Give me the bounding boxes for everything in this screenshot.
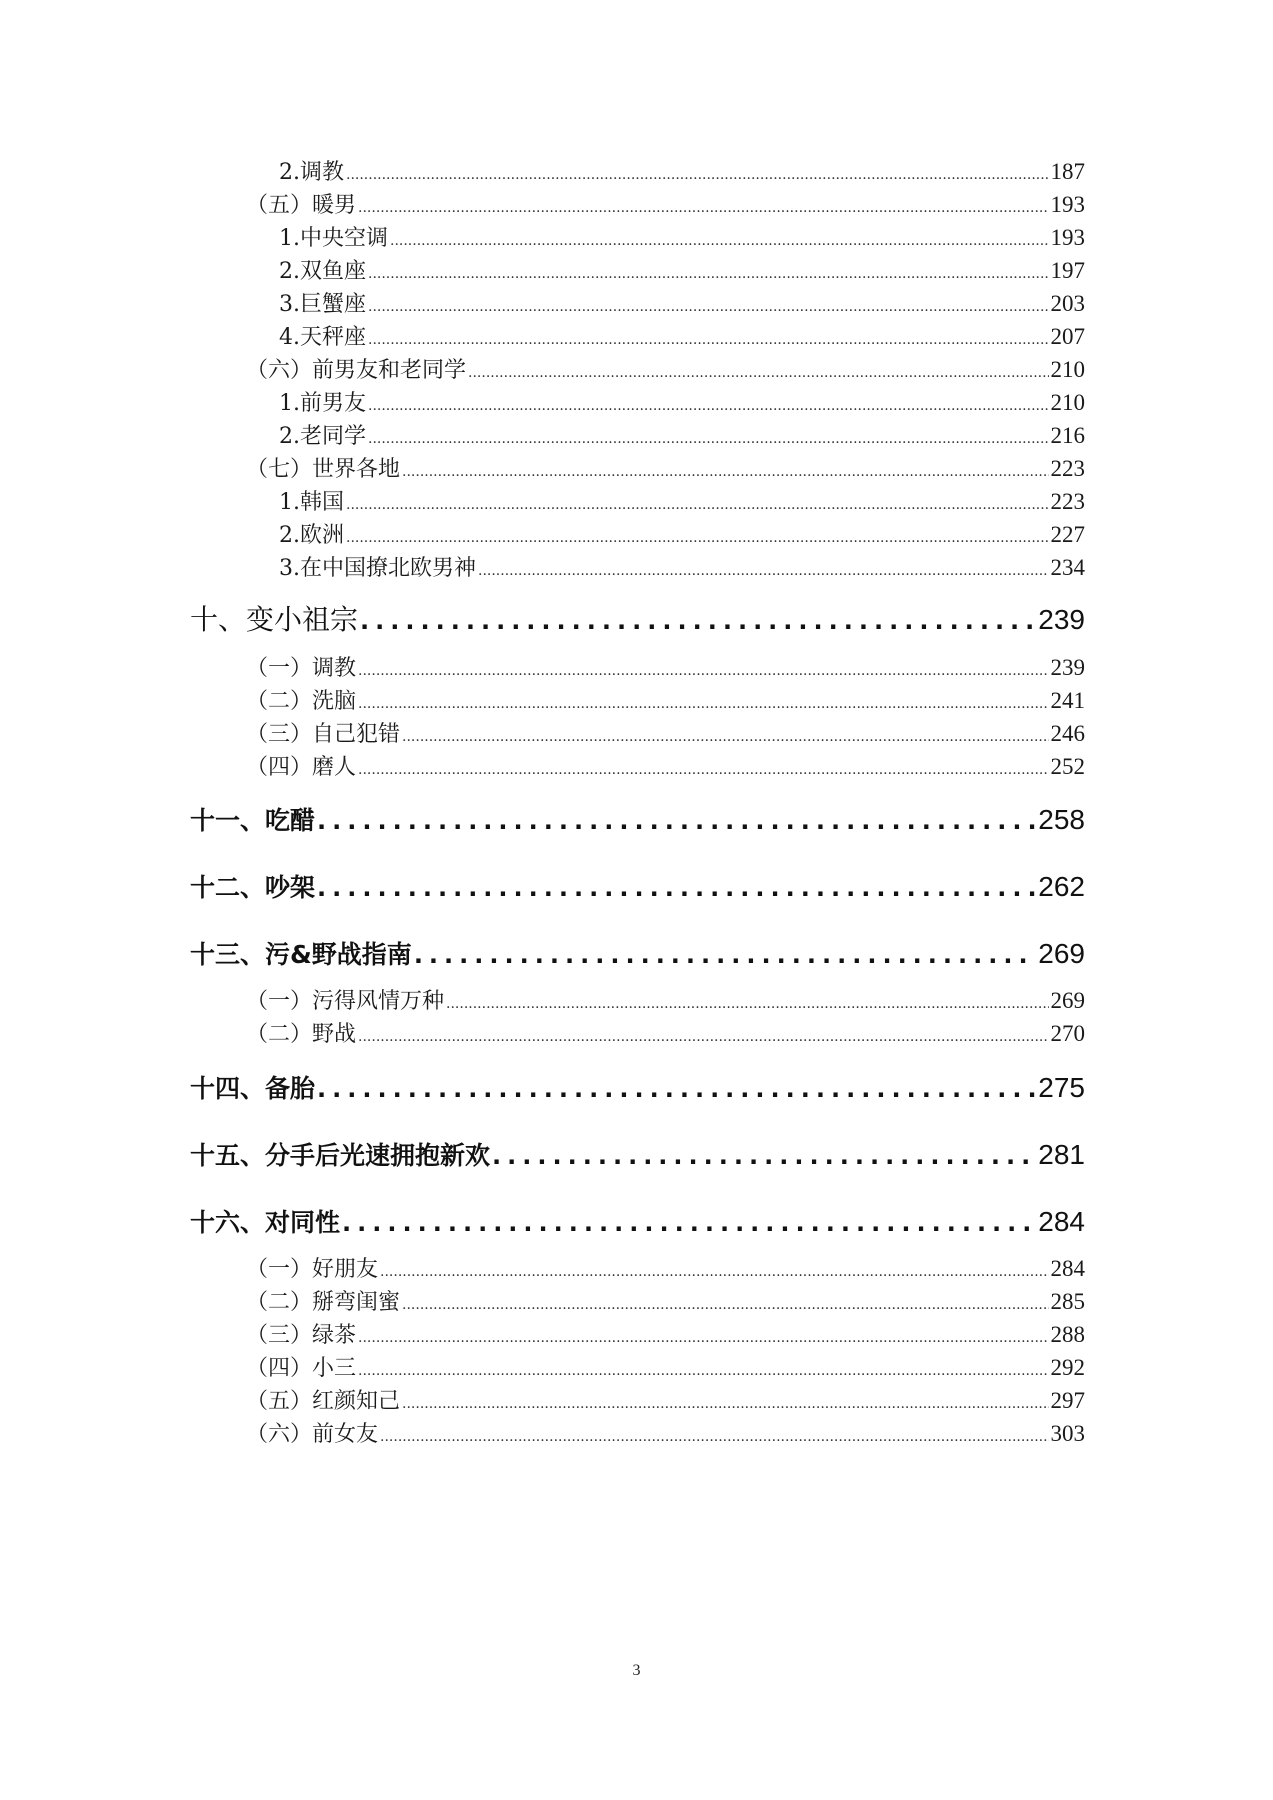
toc-chapter-title: 十三、污&野战指南	[190, 940, 412, 969]
toc-entry-title: 1.前男友	[279, 391, 366, 416]
toc-entry-page: 288	[1050, 1322, 1085, 1347]
toc-chapter[interactable]	[190, 800, 1085, 840]
dot-leader	[342, 1203, 1036, 1242]
toc-entry-title: 2.调教	[279, 160, 344, 185]
toc-chapter-title: 十一、吃醋	[190, 806, 316, 835]
toc-entry[interactable]	[246, 1018, 1085, 1050]
dot-leader	[380, 1421, 1048, 1450]
toc-entry[interactable]	[246, 1418, 1085, 1450]
dot-leader	[346, 159, 1049, 188]
dot-leader	[317, 1069, 1036, 1108]
toc-entry[interactable]	[246, 685, 1085, 717]
toc-entry-title: 1.中央空调	[279, 226, 388, 251]
dot-leader	[402, 1388, 1048, 1417]
toc-entry-title: （六）前女友	[246, 1422, 379, 1447]
dot-leader	[402, 1289, 1048, 1318]
dot-leader	[468, 357, 1048, 386]
toc-entry-title: 3.在中国撩北欧男神	[279, 556, 476, 581]
dot-leader	[358, 754, 1048, 783]
toc-entry-page: 297	[1050, 1388, 1085, 1413]
toc-entry-title: 1.韩国	[279, 490, 344, 515]
toc-entry-page: 227	[1050, 522, 1085, 547]
toc-entry-title: （二）洗脑	[246, 689, 357, 714]
dot-leader	[317, 868, 1036, 907]
dot-leader	[358, 688, 1048, 717]
dot-leader	[402, 721, 1048, 750]
toc-chapter-title: 十四、备胎	[190, 1074, 316, 1103]
toc-entry-title: 2.双鱼座	[279, 259, 366, 284]
dot-leader	[368, 291, 1049, 320]
toc-entry-page: 303	[1050, 1421, 1085, 1446]
toc-entry-page: 187	[1050, 159, 1085, 184]
toc-entry-title: 3.巨蟹座	[279, 292, 366, 317]
toc-entry-page: 207	[1050, 324, 1085, 349]
page-number: 3	[632, 1662, 641, 1679]
toc-entry[interactable]	[279, 519, 1085, 551]
toc-entry-page: 203	[1050, 291, 1085, 316]
toc-entry[interactable]	[246, 453, 1085, 485]
dot-leader	[446, 988, 1048, 1017]
dot-leader	[380, 1256, 1048, 1285]
toc-chapter-title: 十、变小祖宗	[190, 603, 359, 636]
toc-entry-title: （四）小三	[246, 1356, 357, 1381]
dot-leader	[360, 601, 1036, 640]
toc-entry[interactable]	[279, 552, 1085, 584]
toc-entry[interactable]	[246, 718, 1085, 750]
toc-entry[interactable]	[246, 751, 1085, 783]
toc-entry-page: 210	[1050, 357, 1085, 382]
toc-chapter-page: 239	[1038, 604, 1085, 635]
dot-leader	[346, 522, 1049, 551]
dot-leader	[346, 489, 1049, 518]
toc-chapter[interactable]	[190, 867, 1085, 907]
dot-leader	[358, 192, 1048, 221]
dot-leader	[358, 655, 1048, 684]
toc-chapter-page: 275	[1038, 1072, 1085, 1103]
toc-entry-title: （一）污得风情万种	[246, 989, 445, 1014]
toc-entry-page: 270	[1050, 1021, 1085, 1046]
dot-leader	[368, 423, 1049, 452]
toc-entry-title: （三）自己犯错	[246, 722, 401, 747]
dot-leader	[478, 555, 1049, 584]
toc-chapter[interactable]	[190, 600, 1085, 640]
toc-chapter-title: 十二、吵架	[190, 873, 316, 902]
toc-entry-page: 284	[1050, 1256, 1085, 1281]
toc-entry-page: 197	[1050, 258, 1085, 283]
toc-entry-page: 193	[1050, 192, 1085, 217]
dot-leader	[402, 456, 1048, 485]
toc-entry-page: 193	[1050, 225, 1085, 250]
toc-entry-page: 285	[1050, 1289, 1085, 1314]
toc-entry-title: （三）绿茶	[246, 1323, 357, 1348]
dot-leader	[390, 225, 1049, 254]
dot-leader	[492, 1136, 1036, 1175]
toc-entry[interactable]	[246, 985, 1085, 1017]
toc-entry-title: （七）世界各地	[246, 457, 401, 482]
dot-leader	[368, 258, 1049, 287]
toc-entry-title: 4.天秤座	[279, 325, 366, 350]
toc-chapter-page: 262	[1038, 871, 1085, 902]
toc-entry[interactable]	[246, 354, 1085, 386]
dot-leader	[358, 1021, 1048, 1050]
toc-entry-title: 2.老同学	[279, 424, 366, 449]
toc-entry-page: 246	[1050, 721, 1085, 746]
toc-chapter-title: 十五、分手后光速拥抱新欢	[190, 1141, 491, 1170]
toc-entry-page: 239	[1050, 655, 1085, 680]
toc-entry-page: 216	[1050, 423, 1085, 448]
toc-entry[interactable]	[279, 255, 1085, 287]
toc-entry[interactable]	[246, 1286, 1085, 1318]
toc-entry[interactable]	[279, 321, 1085, 353]
toc-entry-title: （一）好朋友	[246, 1257, 379, 1282]
toc-entry[interactable]	[246, 1385, 1085, 1417]
toc-entry-title: （二）掰弯闺蜜	[246, 1290, 401, 1315]
toc-entry[interactable]	[246, 1253, 1085, 1285]
dot-leader	[358, 1355, 1048, 1384]
toc-entry-title: （五）暖男	[246, 193, 357, 218]
toc-entry[interactable]	[246, 652, 1085, 684]
toc-chapter-title: 十六、对同性	[190, 1208, 341, 1237]
toc-entry-title: 2.欧洲	[279, 523, 344, 548]
dot-leader	[358, 1322, 1048, 1351]
toc-entry-title: （五）红颜知己	[246, 1389, 401, 1414]
toc-entry[interactable]	[279, 222, 1085, 254]
toc-chapter-page: 281	[1038, 1139, 1085, 1170]
toc-entry[interactable]	[279, 387, 1085, 419]
toc-chapter[interactable]	[190, 1202, 1085, 1242]
toc-entry-page: 223	[1050, 456, 1085, 481]
dot-leader	[368, 390, 1049, 419]
toc-entry-title: （六）前男友和老同学	[246, 358, 467, 383]
toc-chapter-page: 258	[1038, 804, 1085, 835]
toc-chapter[interactable]	[190, 934, 1085, 974]
toc-entry[interactable]	[279, 288, 1085, 320]
dot-leader	[317, 801, 1036, 840]
toc-entry-page: 210	[1050, 390, 1085, 415]
toc-entry-page: 223	[1050, 489, 1085, 514]
toc-entry[interactable]	[279, 486, 1085, 518]
toc-chapter[interactable]	[190, 1068, 1085, 1108]
toc-entry-title: （一）调教	[246, 656, 357, 681]
toc-chapter-page: 284	[1038, 1206, 1085, 1237]
toc-entry[interactable]	[246, 189, 1085, 221]
toc-entry-page: 252	[1050, 754, 1085, 779]
toc-entry-page: 292	[1050, 1355, 1085, 1380]
toc-entry-title: （二）野战	[246, 1022, 357, 1047]
dot-leader	[414, 935, 1036, 974]
toc-entry[interactable]	[279, 420, 1085, 452]
toc-entry-page: 234	[1050, 555, 1085, 580]
dot-leader	[368, 324, 1049, 353]
toc-chapter-page: 269	[1038, 938, 1085, 969]
toc-entry[interactable]	[246, 1352, 1085, 1384]
toc-entry-page: 269	[1050, 988, 1085, 1013]
toc-entry-page: 241	[1050, 688, 1085, 713]
toc-chapter[interactable]	[190, 1135, 1085, 1175]
toc-entry[interactable]	[246, 1319, 1085, 1351]
toc-entry-title: （四）磨人	[246, 755, 357, 780]
toc-entry[interactable]	[279, 156, 1085, 188]
